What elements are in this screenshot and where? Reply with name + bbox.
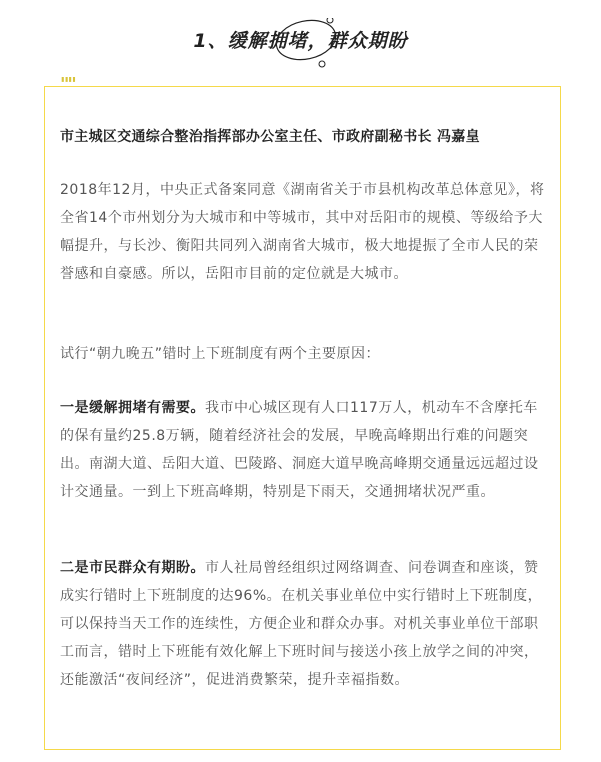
paragraph-3-lead: 一是缓解拥堵有需要。 <box>60 400 205 416</box>
paragraph-4-lead: 二是市民群众有期盼。 <box>60 560 205 576</box>
paragraph-2: 试行“朝九晚五”错时上下班制度有两个主要原因： <box>60 346 381 362</box>
paragraph-3 <box>60 394 550 506</box>
paragraph-4-body: 市人社局曾经组织过网络调查、问卷调查和座谈，赞成实行错时上下班制度的达96%。在机关事业单位中实行错时上下班制度，可以保持当天工作的连续性，方便企业和群众办事。对机关事业单位干部职工而言，错时上下班能有效化解上下班时间与接送小孩上放学之间的冲突，还能激活“夜间经济”，促进消费繁荣，提升幸福指数。 <box>60 560 543 688</box>
quote-mark-icon: "" <box>60 74 75 95</box>
author-line: 市主城区交通综合整治指挥部办公室主任、市政府副秘书长 冯嘉皇 <box>60 129 480 145</box>
section-heading <box>0 18 601 68</box>
paragraph-3-body: 我市中心城区现有人口117万人，机动车不含摩托车的保有量约25.8万辆，随着经济社会的发展，早晚高峰期出行难的问题突出。南湖大道、岳阳大道、巴陵路、洞庭大道早晚高峰期交通量远远超过设计交通量。一到上下班高峰期，特别是下雨天，交通拥堵状况严重。 <box>60 400 539 500</box>
section-title: 1、缓解拥堵，群众期盼 <box>193 30 408 52</box>
paragraph-1: 2018年12月，中央正式备案同意《湖南省关于市县机构改革总体意见》，将全省14个市州划分为大城市和中等城市，其中对岳阳市的规模、等级给予大幅提升，与长沙、衡阳共同列入湖南省大城市，极大地提振了全市人民的荣誉感和自豪感。所以，岳阳市目前的定位就是大城市。 <box>60 182 545 282</box>
paragraph-4 <box>60 554 550 694</box>
